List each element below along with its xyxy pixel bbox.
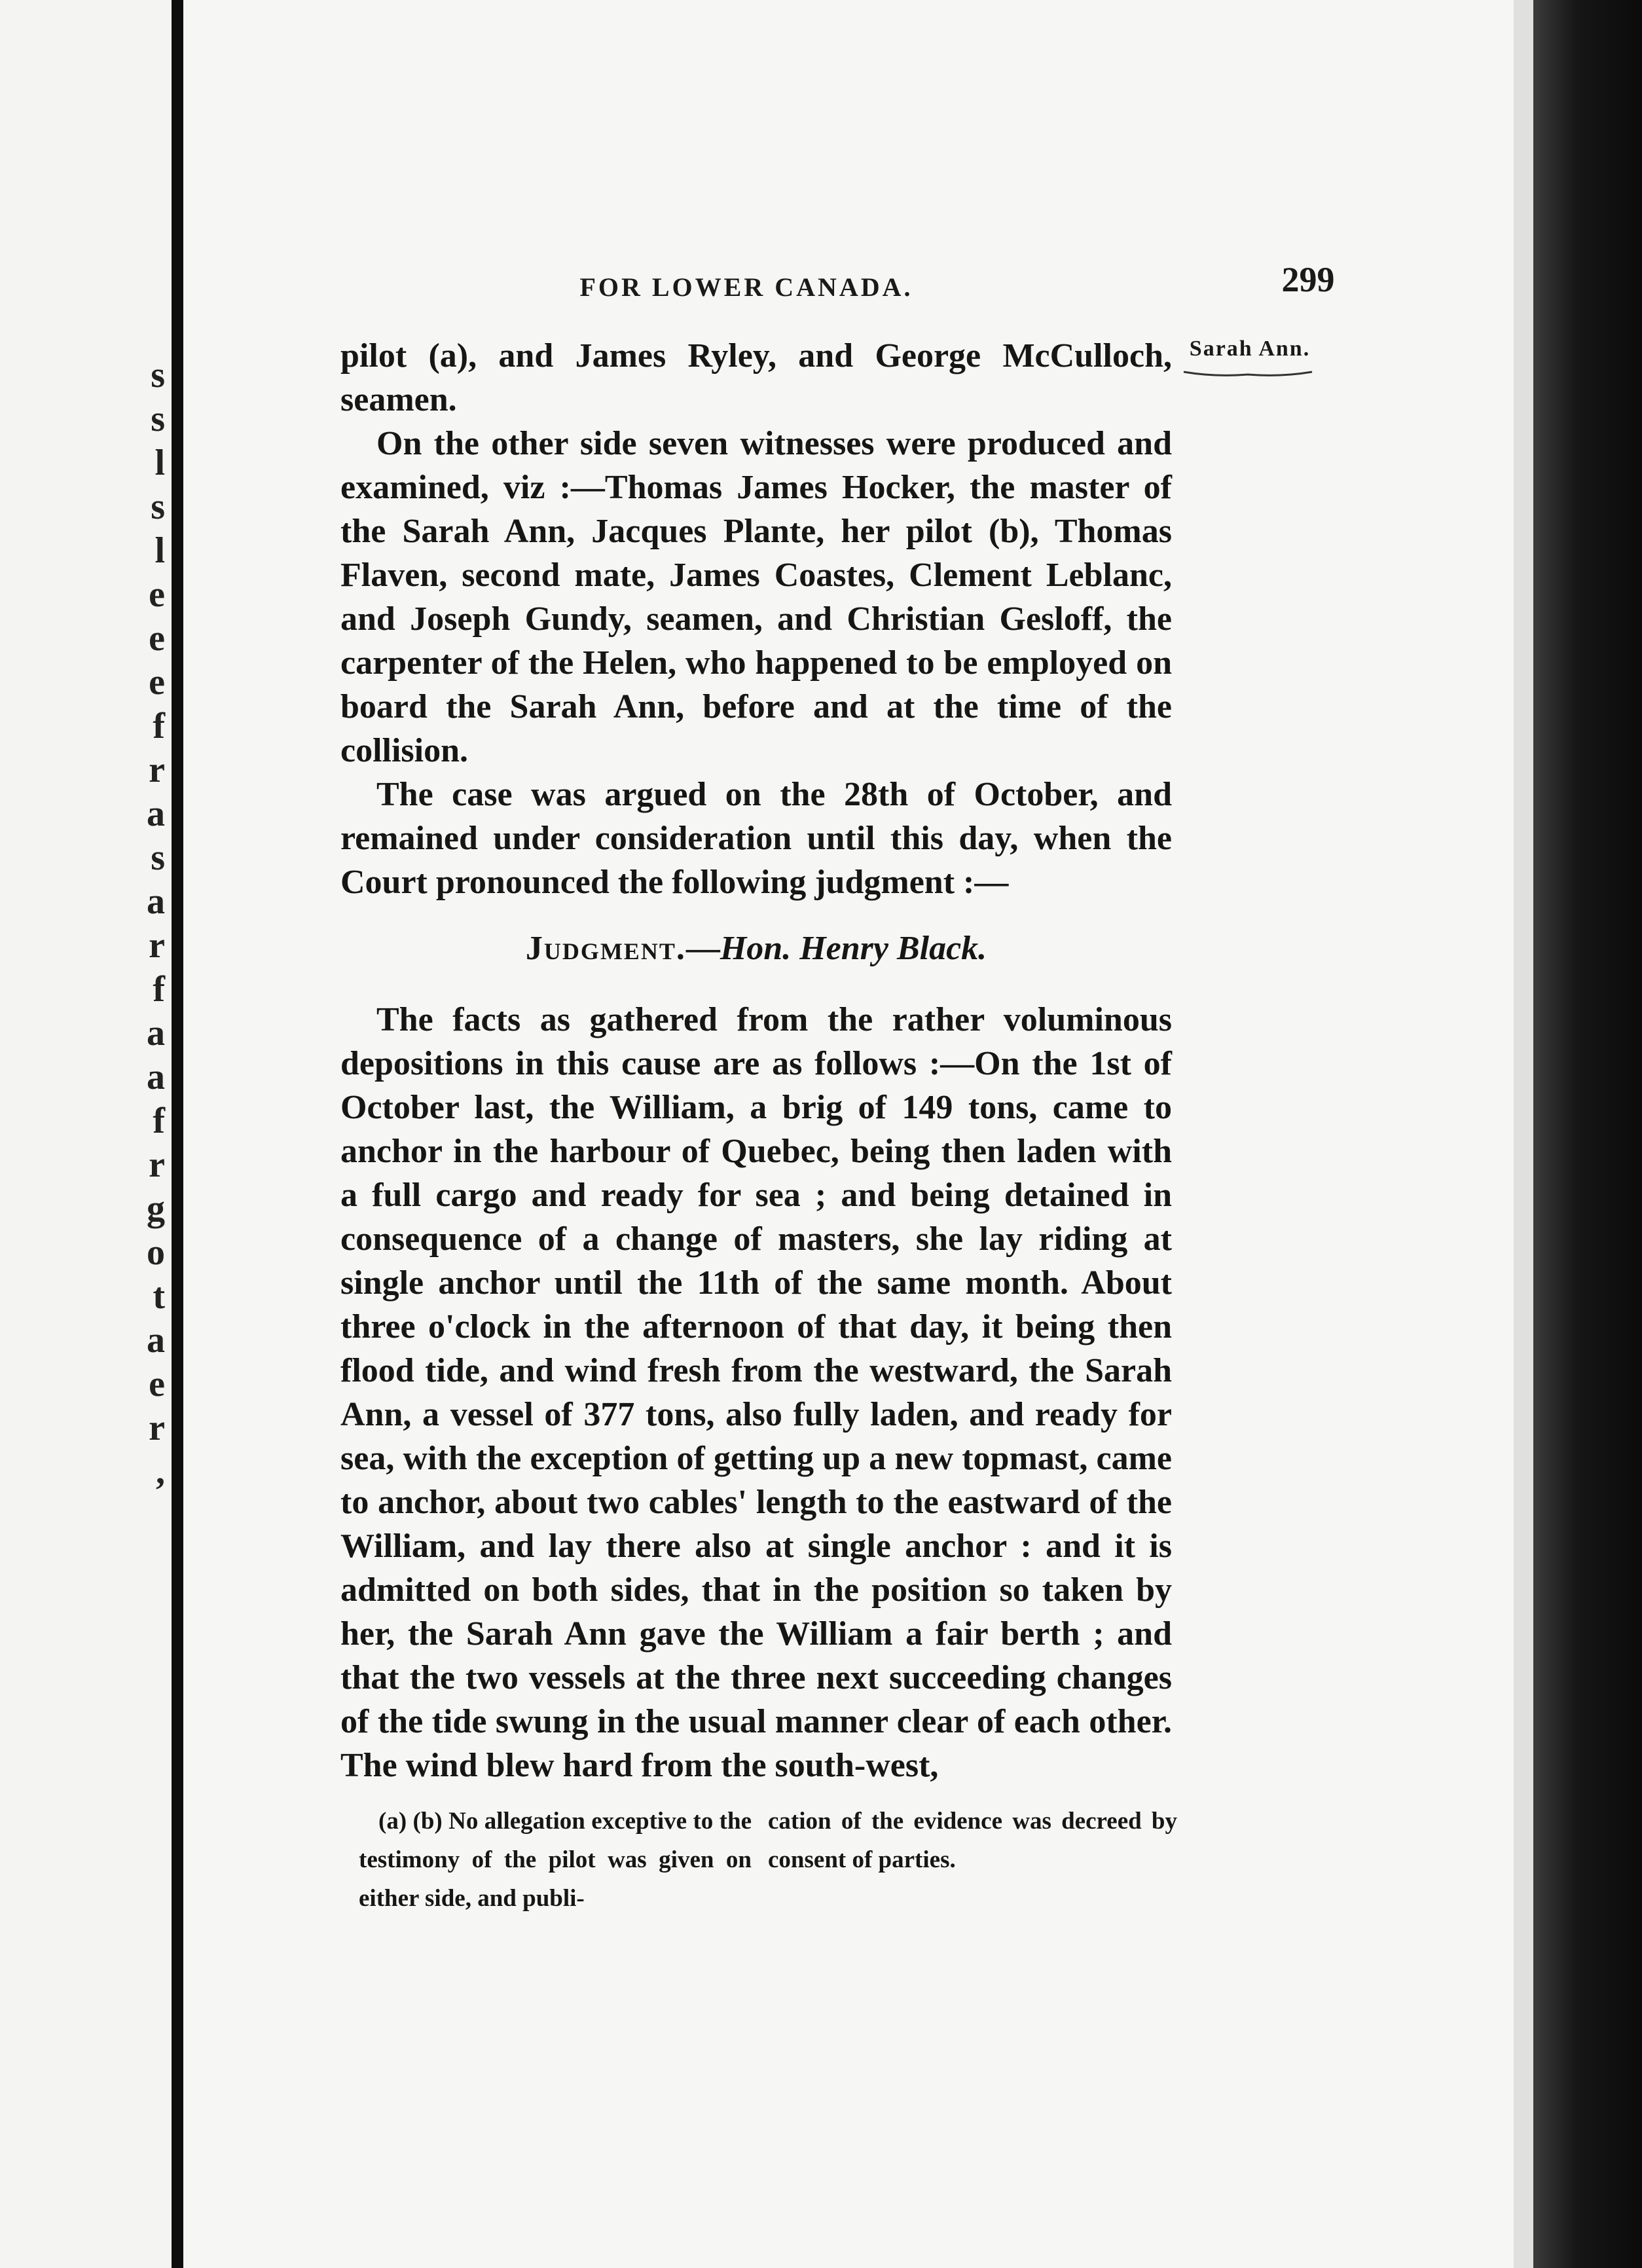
facing-page-letter: o bbox=[147, 1232, 165, 1273]
judge-name: Hon. Henry Black. bbox=[720, 930, 987, 967]
judgment-heading bbox=[340, 926, 1172, 970]
facing-page-letters bbox=[139, 0, 165, 2268]
facing-page-letter: f bbox=[153, 706, 165, 746]
paragraph: The facts as gathered from the rather voluminous depositions in this cause are as follows :—On the 1st of October last, the William, a brig of 149 tons, came to anchor in the harbour of Quebec, being then laden with a full cargo and ready for sea ; and being detained in consequence of a change of masters, she lay riding at single anchor until the 11th of the same month. About three o'clock in the afternoon of that day, it being then flood tide, and wind fresh from the westward, the Sarah Ann, a vessel of 377 tons, also fully laden, and ready for sea, with the exception of getting up a new topmast, came to anchor, about two cables' length to the eastward of the William, and lay there also at single anchor : and it is admitted on both sides, that in the position so taken by her, the Sarah Ann gave the William a fair berth ; and that the two vessels at the three next succeeding changes of the tide swung in the usual manner clear of each other. The wind blew hard from the south-west, bbox=[340, 1001, 1172, 1784]
paragraph: pilot (a), and James Ryley, and George McCulloch, seamen. bbox=[340, 337, 1172, 418]
paragraph: The case was argued on the 28th of October, and remained under consideration until this day, when the Court pronounced the following judgment :— bbox=[340, 776, 1172, 901]
facing-page-letter: r bbox=[149, 1408, 165, 1448]
page-number: 299 bbox=[1281, 260, 1335, 299]
facing-page-letter: l bbox=[155, 530, 165, 571]
facing-page-letter: e bbox=[149, 1364, 165, 1404]
footnote-left: (a) (b) No allegation exceptive to the testimony of the pilot was given on either side, and publi- bbox=[359, 1808, 752, 1912]
facing-page-letter: a bbox=[147, 1320, 165, 1361]
facing-page-letter: s bbox=[151, 355, 165, 395]
facing-page-letter: a bbox=[147, 1013, 165, 1053]
facing-page-letter: s bbox=[151, 399, 165, 439]
facing-page-letter: e bbox=[149, 618, 165, 659]
facing-page-letter: r bbox=[149, 1144, 165, 1185]
facing-page-letter: r bbox=[149, 750, 165, 790]
facing-page-letter: l bbox=[155, 443, 165, 483]
body-text bbox=[340, 334, 1172, 1787]
facing-page-letter: , bbox=[156, 1452, 165, 1492]
footnote-right: cation of the evidence was decreed by consent of parties. bbox=[768, 1808, 1177, 1873]
book-spine bbox=[1533, 0, 1642, 2268]
facing-page-letter: a bbox=[147, 1057, 165, 1097]
facing-page-edge bbox=[0, 0, 172, 2268]
judgment-label: Judgment. bbox=[525, 930, 686, 967]
judgment-dash: — bbox=[685, 930, 720, 967]
footnotes bbox=[359, 1802, 1177, 1918]
facing-page-letter: e bbox=[149, 574, 165, 615]
facing-page-letter: f bbox=[153, 1101, 165, 1141]
page-edge bbox=[1514, 0, 1533, 2268]
margin-note: Sarah Ann. bbox=[1189, 337, 1311, 361]
gutter bbox=[172, 0, 183, 2268]
facing-page-letter: a bbox=[147, 794, 165, 834]
facing-page-letter: r bbox=[149, 925, 165, 966]
facing-page-letter: e bbox=[149, 662, 165, 703]
facing-page-letter: s bbox=[151, 486, 165, 527]
paragraph: On the other side seven witnesses were produced and examined, viz :—Thomas James Hocker, the master of the Sarah Ann, Jacques Plante, her pilot (b), Thomas Flaven, second mate, James Coastes, Clement Leblanc, and Joseph Gundy, seamen, and Christian Gesloff, the carpenter of the Helen, who happened to be employed on board the Sarah Ann, before and at the time of the collision. bbox=[340, 425, 1172, 769]
facing-page-letter: a bbox=[147, 881, 165, 922]
margin-note-brace bbox=[1182, 371, 1313, 378]
facing-page-letter: f bbox=[153, 969, 165, 1010]
running-head: FOR LOWER CANADA. bbox=[579, 272, 913, 302]
facing-page-letter: g bbox=[147, 1188, 165, 1229]
facing-page-letter: t bbox=[153, 1276, 165, 1317]
facing-page-letter: s bbox=[151, 837, 165, 878]
